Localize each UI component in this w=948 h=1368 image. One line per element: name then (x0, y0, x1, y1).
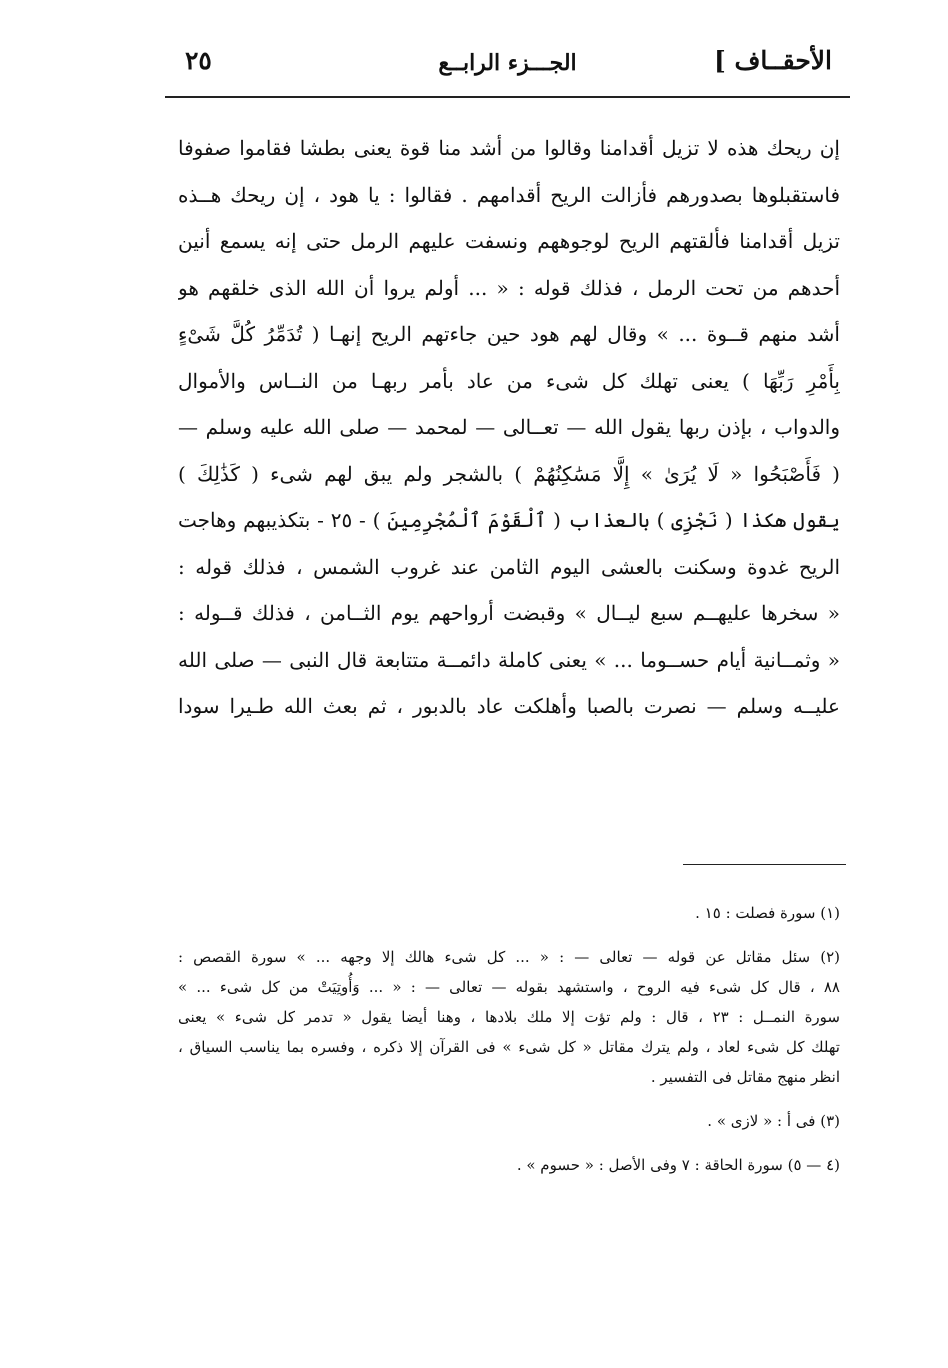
text-line: أشد منهم قــوة ... » وقال لهم هود حين جاءتهم الريح إنهـا ( تُدَمِّرُ كُلَّ شَىْءٍ (178, 322, 840, 346)
text-line: بِأَمْرِ رَبِّهَا ) يعنى تهلك كل شىء من عاد بأمر ربهـا من النــاس والأموال (178, 368, 840, 393)
text-line: فاستقبلوها بصدورهم فأزالت الريح أقدامهم . فقالوا : يا هود ، إن ريحك هــذه (178, 182, 840, 207)
footnote-line: (٣) فى أ : « لازى » . (707, 1112, 840, 1130)
footnote-1 (178, 898, 840, 928)
text-line: أحدهم من تحت الرمل ، فذلك قوله : « ... أولم يروا أن الله الذى خلقهم هو (178, 275, 840, 300)
footnote-line: انظر منهج مقاتل فى التفسير . (650, 1068, 840, 1086)
footnote-divider (683, 864, 846, 865)
text-line: « وثمــانية أيام حســوما ... » يعنى كاملة دائمــة متتابعة قال النبى — صلى الله (178, 647, 840, 672)
text-line: والدواب ، بإذن ربها يقول الله — تعــالى — لمحمد — صلى الله عليه وسلم — (178, 415, 840, 439)
footnote-line: سورة النمــل : ٢٣ ، قال : ولم تؤت إلا ملك بلادها ، وهنا أيضا يقول « تدمر كل شىء » يعنى (178, 1008, 840, 1026)
footnote-2 (178, 942, 840, 1092)
text-line: الريح غدوة وسكنت بالعشى اليوم الثامن عند غروب الشمس ، فذلك قوله : (178, 554, 840, 579)
page-number: ٢٥ (185, 46, 212, 75)
main-text (178, 128, 840, 733)
footnote-3 (178, 1106, 840, 1136)
footnotes (178, 898, 840, 1194)
text-line: يقول هكذا ( نَجْزِى ) بالعذاب ( ٱلْقَوْمَ ٱلْمُجْرِمِينَ ) - ٢٥ - بتكذيبهم وهاجت (178, 508, 840, 532)
text-line: إن ريحك هذه لا تزيل أقدامنا وقالوا من أشد منا قوة يعنى بطشا فقاموا صفوفا (178, 136, 840, 160)
footnote-line: (٢) سئل مقاتل عن قوله — تعالى — : « ... كل شىء هالك إلا وجهه ... » سورة القصص : (178, 948, 840, 966)
text-line: تزيل أقدامنا فألقتهم الريح لوجوههم ونسفت عليهم الرمل حتى إنه يسمع أنين (178, 229, 840, 253)
page-header (165, 40, 850, 90)
text-line: عليــه وسلم — نصرت بالصبا وأهلكت عاد بالدبور ، ثم بعث الله طـيرا سودا (178, 694, 840, 718)
footnote-line: (٤ — ٥) سورة الحاقة : ٧ وفى الأصل : « حسوم » . (516, 1156, 840, 1174)
footnote-4-5 (178, 1150, 840, 1180)
text-line: « سخرها عليهــم سبع ليــال » وقبضت أرواحهم يوم الثــامن ، فذلك قــوله : (178, 601, 840, 625)
running-head-surah: الأحقــاف ] (713, 46, 832, 75)
footnote-line: (١) سورة فصلت : ١٥ . (695, 904, 840, 922)
footnote-line: تهلك كل شىء لعاد ، ولم يترك مقاتل « كل شىء » فى القرآن إلا ذكره ، وفسره بما يناسب السياق ، (178, 1038, 840, 1056)
text-line: ( فَأَصْبَحُوا « لَا يُرَىٰ » إِلَّا مَسَٰكِنُهُمْ ) بالشجر ولم يبق لهم شىء ( كَذَٰلِكَ ) (178, 461, 840, 486)
header-divider (165, 96, 850, 98)
footnote-line: ٨٨ ، قال كل شىء فيه الروح ، واستشهد بقوله — تعالى — : « ... وَأُوتِيَتْ من كل شىء ... » (178, 978, 840, 996)
running-head-juz: الجـــزء الرابــع (438, 50, 577, 76)
